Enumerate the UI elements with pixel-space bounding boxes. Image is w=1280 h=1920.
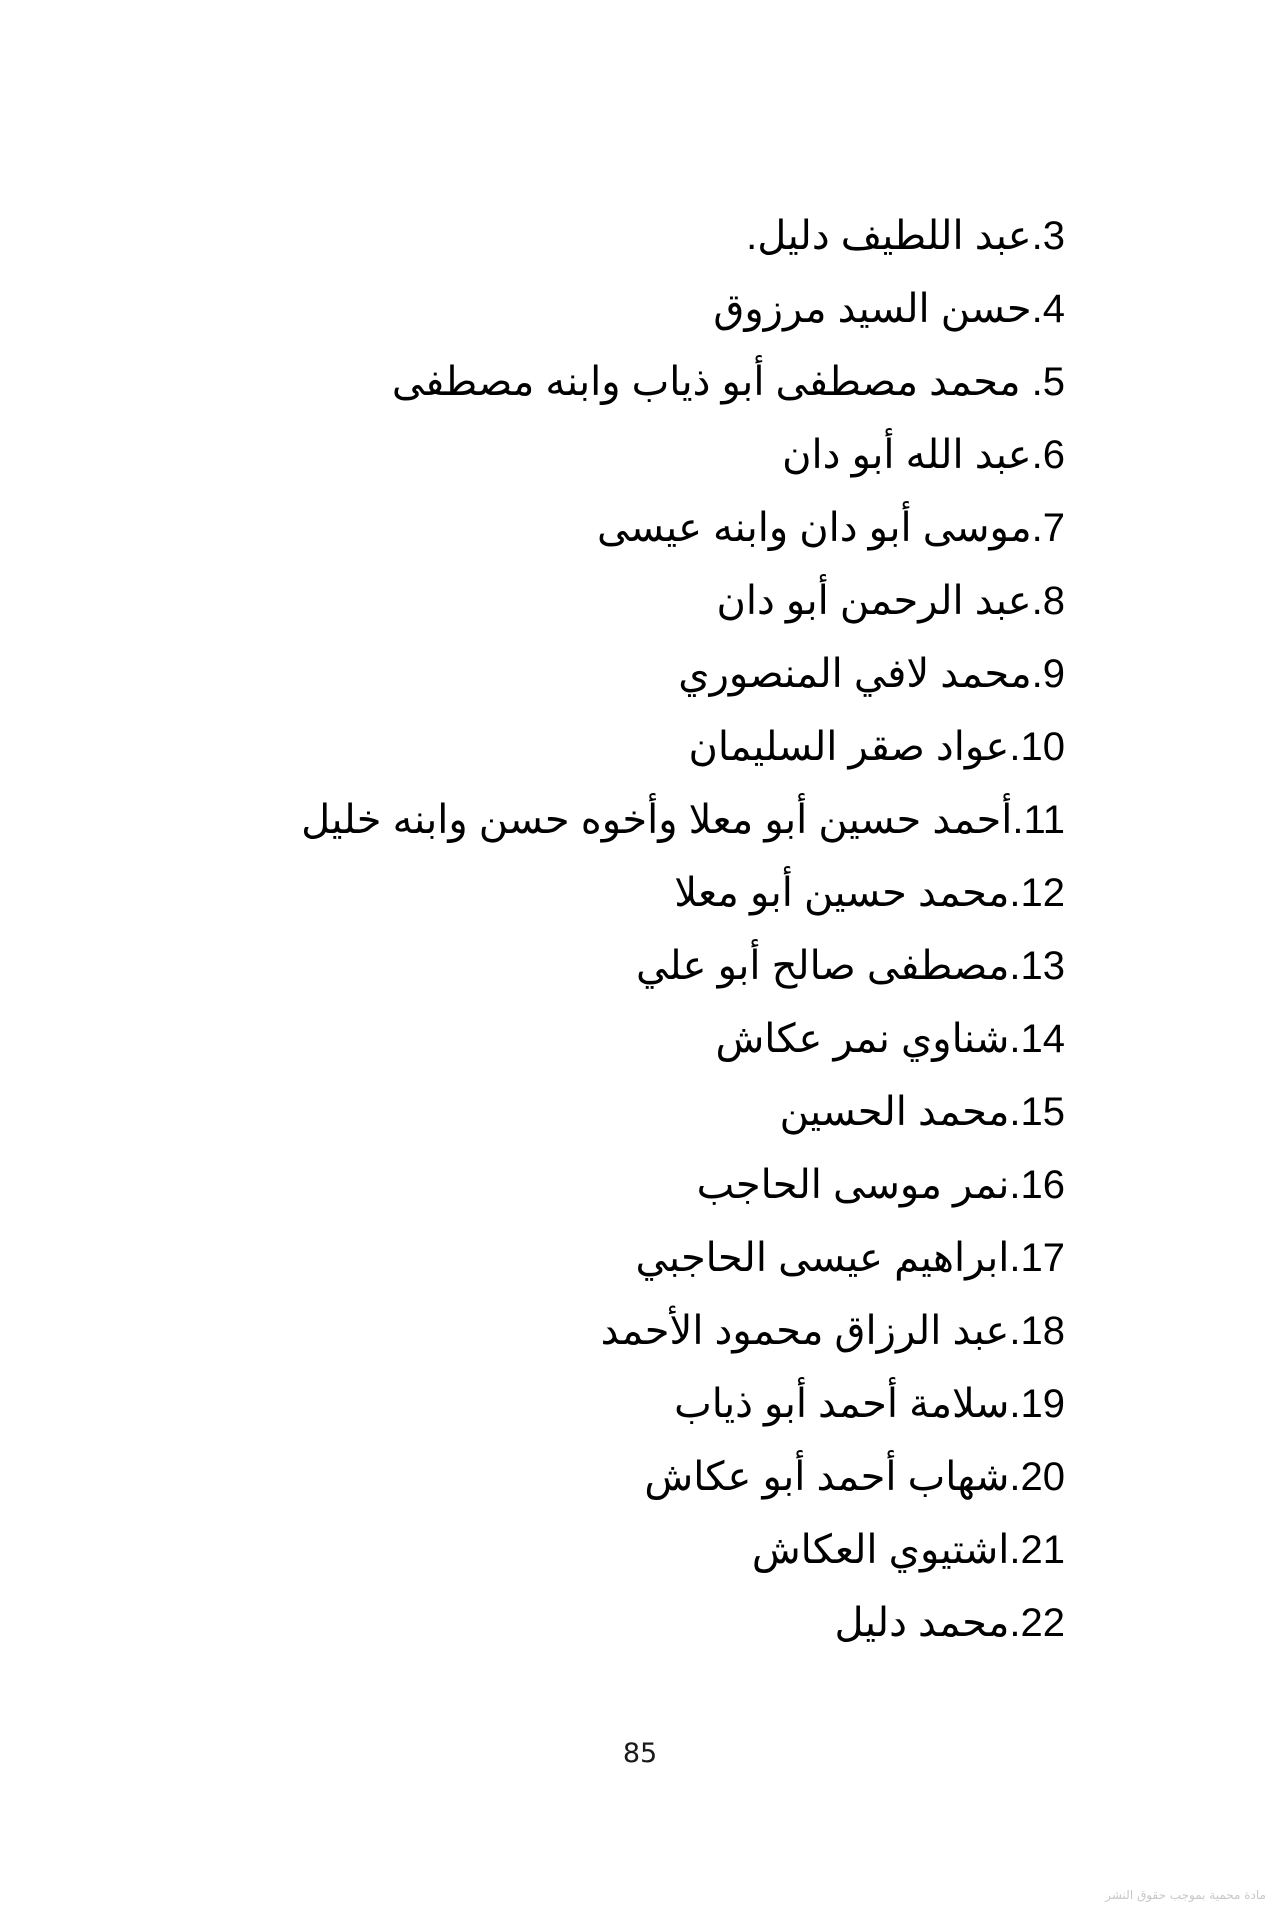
names-list bbox=[301, 200, 1065, 1660]
list-item: 3.عبد اللطيف دليل. bbox=[746, 214, 1065, 258]
copyright-watermark: مادة محمية بموجب حقوق النشر bbox=[1105, 1888, 1266, 1902]
list-item: 5. محمد مصطفى أبو ذياب وابنه مصطفى bbox=[391, 360, 1065, 404]
list-item: 7.موسى أبو دان وابنه عيسى bbox=[596, 506, 1065, 550]
list-item: 21.اشتيوي العكاش bbox=[751, 1528, 1065, 1572]
list-item: 12.محمد حسين أبو معلا bbox=[674, 871, 1065, 915]
list-item: 16.نمر موسى الحاجب bbox=[696, 1163, 1065, 1207]
list-item: 10.عواد صقر السليمان bbox=[688, 725, 1065, 769]
list-item: 22.محمد دليل bbox=[834, 1601, 1065, 1645]
list-item: 4.حسن السيد مرزوق bbox=[713, 287, 1065, 331]
list-item: 11.أحمد حسين أبو معلا وأخوه حسن وابنه خليل bbox=[301, 798, 1065, 842]
list-item: 19.سلامة أحمد أبو ذياب bbox=[674, 1382, 1065, 1426]
list-item: 20.شهاب أحمد أبو عكاش bbox=[644, 1455, 1065, 1499]
list-item: 6.عبد الله أبو دان bbox=[782, 433, 1065, 477]
list-item: 13.مصطفى صالح أبو علي bbox=[636, 944, 1065, 988]
list-item: 9.محمد لافي المنصوري bbox=[678, 652, 1065, 696]
list-item: 18.عبد الرزاق محمود الأحمد bbox=[600, 1309, 1065, 1353]
list-item: 15.محمد الحسين bbox=[779, 1090, 1065, 1134]
list-item: 14.شناوي نمر عكاش bbox=[715, 1017, 1065, 1061]
list-item: 8.عبد الرحمن أبو دان bbox=[716, 579, 1065, 623]
page-number: 85 bbox=[622, 1738, 658, 1769]
list-item: 17.ابراهيم عيسى الحاجبي bbox=[635, 1236, 1065, 1280]
